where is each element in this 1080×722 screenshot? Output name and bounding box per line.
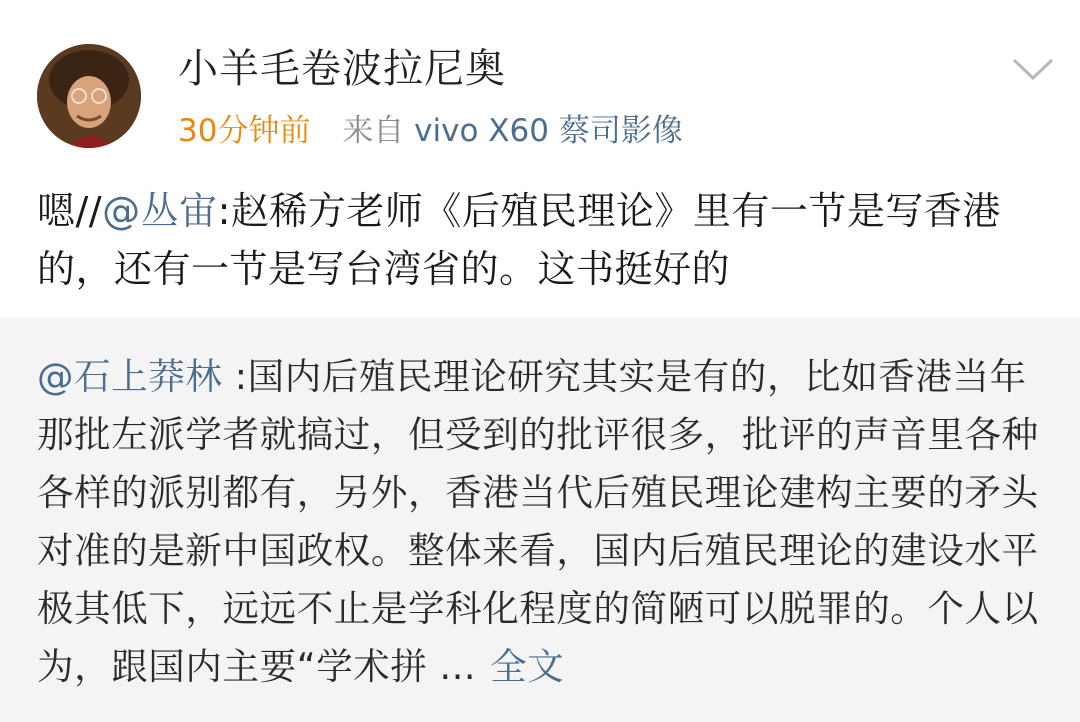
- source-label: 来自: [342, 113, 405, 149]
- repost-content: :国内后殖民理论研究其实是有的，比如香港当年那批左派学者就搞过，但受到的批评很多，批评的声音里各种各样的派别都有，另外，香港当代后殖民理论建构主要的矛头对准的是新中国政权。整体来看，国内后殖民理论的建设水平极其低下，远远不止是学科化程度的简陋可以脱罪的。个人以为，跟国内主要“学术拼: [37, 355, 1039, 688]
- repost-text: [37, 348, 1047, 696]
- avatar-photo-icon: [37, 44, 141, 148]
- author-name[interactable]: 小羊毛卷波拉尼奥: [178, 46, 506, 92]
- full-text-link[interactable]: 全文: [490, 645, 565, 688]
- repost-mention-link[interactable]: @石上莽林: [37, 355, 223, 398]
- chevron-down-icon[interactable]: [1010, 54, 1056, 84]
- post-prefix: 嗯//: [37, 189, 103, 233]
- mention-link[interactable]: @丛宙: [102, 189, 218, 233]
- post-time: 30分钟前: [178, 113, 311, 149]
- post-header: [0, 0, 1080, 160]
- repost-card[interactable]: [0, 318, 1080, 722]
- source-device[interactable]: vivo X60 蔡司影像: [414, 113, 683, 149]
- post-content: :赵稀方老师《后殖民理论》里有一节是写香港的，还有一节是写台湾省的。这书挺好的: [37, 189, 1001, 291]
- ellipsis: ...: [439, 645, 477, 688]
- avatar[interactable]: [37, 44, 141, 148]
- post-text: [37, 182, 1047, 298]
- post-meta: [178, 110, 683, 152]
